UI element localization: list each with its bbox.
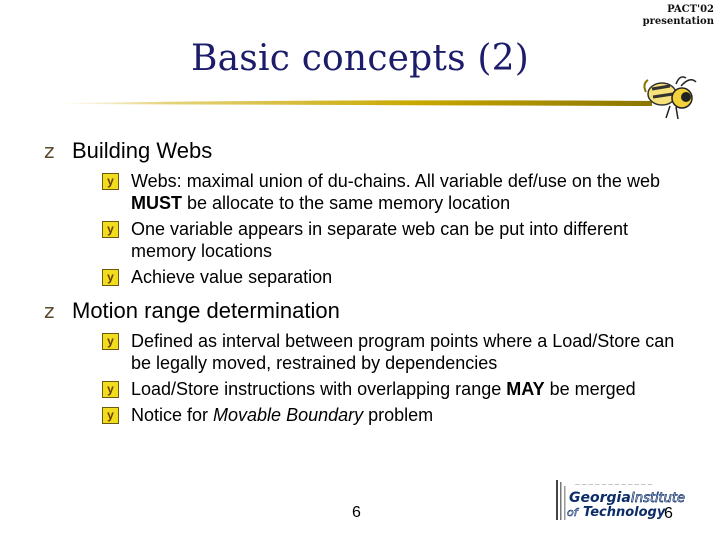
item-text: Load/Store instructions with overlapping range	[131, 379, 507, 399]
list-item	[72, 404, 684, 426]
list-item	[72, 218, 684, 262]
level2-bullet-icon: y	[102, 269, 119, 286]
level2-bullet-icon: y	[102, 407, 119, 424]
sub-bullet-list	[72, 330, 684, 426]
presentation-label	[594, 4, 714, 28]
list-item	[72, 170, 684, 214]
logo-word-of: of	[567, 506, 578, 519]
level2-bullet-icon: y	[102, 381, 119, 398]
sub-bullet-list	[72, 170, 684, 288]
level2-bullet-icon: y	[102, 173, 119, 190]
section-heading: Motion range determination	[72, 298, 340, 323]
level2-bullet-icon: y	[102, 221, 119, 238]
logo-word-georgia: Georgia	[569, 490, 631, 506]
item-text: Notice for	[131, 405, 214, 425]
item-text: One variable appears in separate web can be put into different memory locations	[131, 219, 628, 261]
item-text-tail: problem	[363, 405, 434, 425]
title-underline	[62, 97, 652, 109]
item-text-tail: be merged	[544, 379, 636, 399]
item-text-tail: be allocate to the same memory location	[182, 193, 511, 213]
item-text: Defined as interval between program points where a Load/Store can be legally moved, restrained by dependencies	[131, 331, 675, 373]
slide-body	[44, 136, 684, 430]
bullet-motion-range	[44, 296, 684, 426]
logo-page-number: 6	[664, 505, 673, 522]
list-item	[72, 330, 684, 374]
event-name: PACT'02	[667, 4, 714, 15]
item-emphasis: MUST	[131, 193, 182, 213]
page-number: 6	[352, 504, 361, 521]
logo-word-institute: Institute	[631, 491, 685, 506]
presentation-word: presentation	[642, 16, 714, 27]
level1-bullet-icon: z	[44, 139, 55, 163]
level2-bullet-icon: y	[102, 333, 119, 350]
item-emphasis: MAY	[506, 379, 545, 399]
list-item	[72, 266, 684, 288]
logo-word-technology: Technology	[583, 505, 666, 520]
bullet-building-webs	[44, 136, 684, 288]
item-text: Achieve value separation	[131, 267, 333, 287]
section-heading: Building Webs	[72, 138, 213, 163]
yellow-jacket-mascot-icon	[640, 72, 704, 122]
level1-bullet-icon: z	[44, 299, 55, 323]
slide-title: Basic concepts (2)	[190, 38, 530, 79]
item-emphasis: Movable Boundary	[213, 405, 364, 425]
item-text: Webs: maximal union of du-chains. All variable def/use on the web	[131, 171, 660, 191]
list-item	[72, 378, 684, 400]
svg-text:— — — — — — — — — — — —: — — — — — — — — — — — —	[575, 482, 653, 488]
